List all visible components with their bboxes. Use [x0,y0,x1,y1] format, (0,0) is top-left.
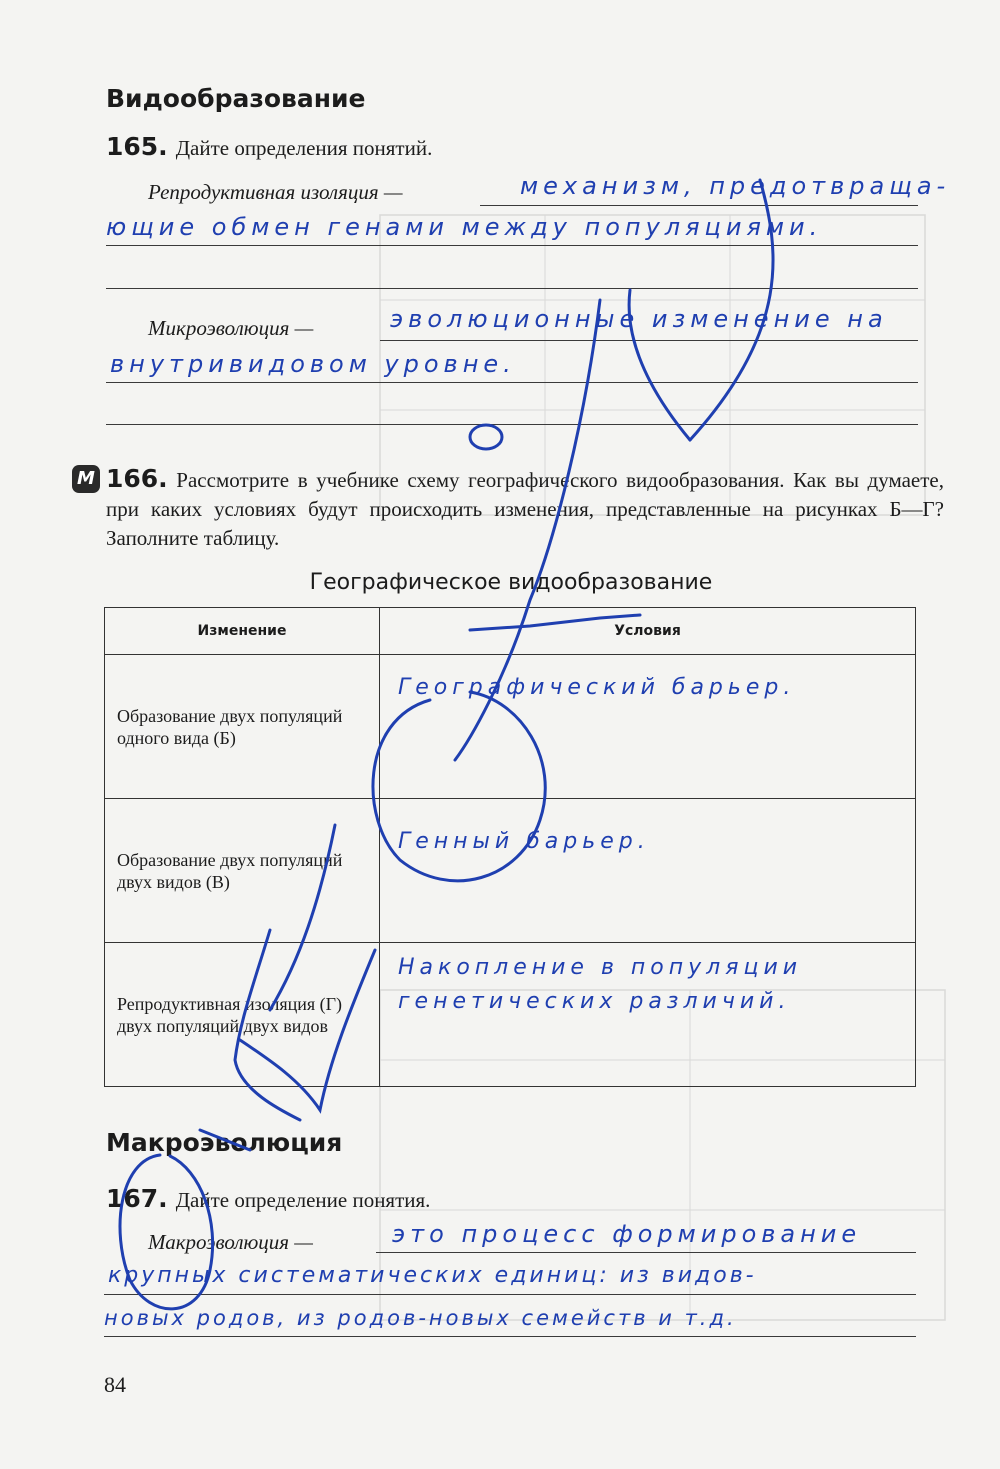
table-row [105,943,916,1087]
answer-line [106,424,918,425]
handwritten-answer: эволюционные изменение на [390,305,888,333]
task-165 [106,132,432,161]
task-167 [106,1184,430,1213]
condition-cell [380,655,916,799]
answer-line [106,288,918,289]
handwritten-answer: внутривидовом уровне. [110,350,516,378]
handwritten-answer: механизм, предотвраща- [520,172,951,200]
task-prompt: Дайте определения понятий. [175,136,433,160]
answer-line [106,245,918,246]
table-title: Географическое видообразование [309,570,713,595]
change-cell: Образование двух популяций двух видов (В) [105,799,380,943]
column-header-conditions: Условия [380,608,916,655]
task-number: 165. [106,132,168,161]
handwritten-condition: генетических различий. [398,989,791,1014]
table-header-row [105,608,916,655]
section-heading-speciation: Видообразование [106,84,366,113]
task-text: Рассмотрите в учебнике схему географического видообразования. Как вы думаете, при каких условиях будут происходить изменения, представленные на рисунках Б—Г? Заполните таблицу. [106,468,945,550]
task-prompt: Дайте определение понятия. [175,1188,431,1212]
table-row [105,655,916,799]
page-number: 84 [104,1372,126,1397]
speciation-table [104,607,916,1087]
answer-line [106,382,918,383]
m-badge-icon: М [72,465,100,493]
term-reproductive-isolation: Репродуктивная изоляция — [148,180,403,204]
change-cell: Образование двух популяций одного вида (Б) [105,655,380,799]
task-number: 167. [106,1184,168,1213]
answer-line [480,205,918,206]
handwritten-condition: Географический барьер. [398,675,796,700]
answer-line [380,340,918,341]
answer-line [104,1336,916,1337]
column-header-change: Изменение [105,608,380,655]
section-heading-macroevolution: Макроэволюция [106,1128,343,1157]
handwritten-answer: новых родов, из родов-новых семейств и т.д. [104,1306,737,1330]
task-166 [106,464,944,553]
handwritten-answer: крупных систематических единиц: из видов- [108,1263,757,1288]
term-macroevolution: Макроэволюция — [148,1230,313,1254]
task-number: 166. [106,464,168,493]
answer-line [104,1294,916,1295]
ink-loop [470,425,502,449]
table-row [105,799,916,943]
handwritten-condition: Генный барьер. [398,829,650,854]
answer-line [376,1252,916,1253]
change-cell: Репродуктивная изоляция (Г) двух популяций двух видов [105,943,380,1087]
handwritten-condition: Накопление в популяции [398,955,803,980]
handwritten-answer: это процесс формирование [392,1220,862,1248]
condition-cell [380,943,916,1087]
condition-cell [380,799,916,943]
term-microevolution: Микроэволюция — [148,316,314,340]
handwritten-answer: ющие обмен генами между популяциями. [106,213,823,241]
